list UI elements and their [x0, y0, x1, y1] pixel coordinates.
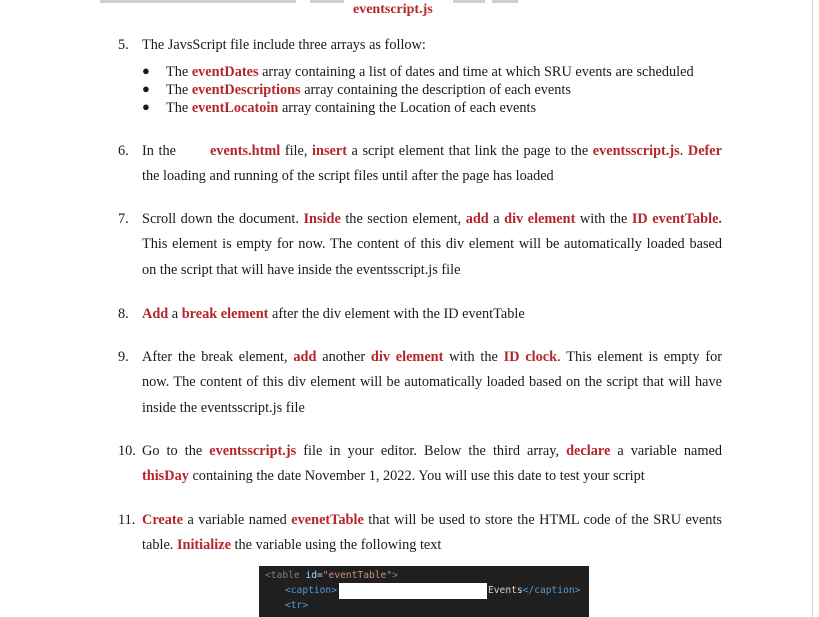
step-number: 9. — [118, 349, 129, 365]
bullet-icon: ● — [142, 81, 150, 96]
step-text-line: Create a variable named evenetTable that will be used to store the HTML code of the SRU events — [142, 512, 722, 528]
step-text-line: thisDay containing the date November 1, 2022. You will use this date to test your script — [142, 468, 645, 484]
step-number: 8. — [118, 306, 129, 322]
bullet-icon: ● — [142, 99, 150, 114]
step-text-line: Go to the eventsscript.js file in your editor. Below the third array, declare a variable named — [142, 443, 722, 459]
redacted-region — [339, 583, 487, 599]
step-text-line: on the script that will have inside the eventsscript.js file — [142, 262, 461, 278]
code-line: <table id="eventTable"> — [265, 570, 398, 581]
step-number: 5. — [118, 37, 129, 53]
step-number: 10. — [118, 443, 136, 459]
code-snippet — [259, 566, 589, 617]
step-text-line: In the events.html file, insert a script element that link the page to the eventsscript.js. Defer — [142, 143, 722, 159]
step-text-line: Add a break element after the div element with the ID eventTable — [142, 306, 525, 322]
bullet-icon: ● — [142, 63, 150, 78]
step-text-line: now. The content of this div element will be automatically loaded based on the script that will have — [142, 374, 722, 390]
step-text-line: the loading and running of the script files until after the page has loaded — [142, 168, 554, 184]
step-number: 11. — [118, 512, 136, 528]
step-text-line: inside the eventsscript.js file — [142, 400, 305, 416]
step-text-line: This element is empty for now. The content of this div element will be automatically loaded based — [142, 236, 722, 252]
code-line: <tr> — [285, 600, 309, 611]
step-text-line: table. Initialize the variable using the following text — [142, 537, 442, 553]
step-text-line: After the break element, add another div element with the ID clock. This element is empty for — [142, 349, 722, 365]
page-right-border — [812, 0, 813, 617]
file-title: eventscript.js — [353, 2, 433, 17]
code-line: <caption> — [285, 585, 337, 596]
step-text-line: Scroll down the document. Inside the section element, add a div element with the ID eventTable. — [142, 211, 723, 227]
step-number: 6. — [118, 143, 129, 159]
step-number: 7. — [118, 211, 129, 227]
step-text: The JavsScript file include three arrays as follow: — [142, 37, 426, 53]
code-line: Events</caption> — [488, 585, 581, 596]
